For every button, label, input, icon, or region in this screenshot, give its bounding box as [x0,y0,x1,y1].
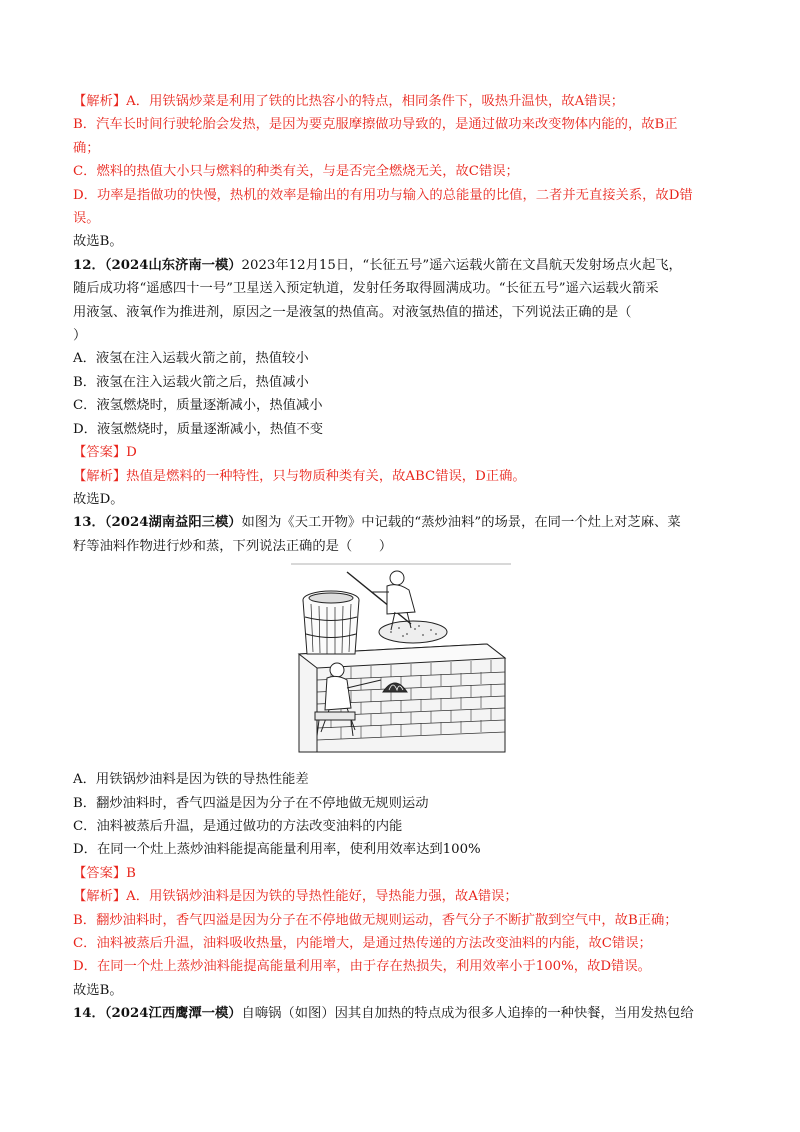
q12-stem-line2: 随后成功将“遥感四十一号”卫星送入预定轨道，发射任务取得圆满成功。“长征五号”遥六运载火箭采 [73,281,659,297]
q12-stem-line1 [73,254,728,277]
steaming-frying-illustration [291,562,511,762]
q12-stem-line4: ） [73,328,87,344]
q12-option-d: D．液氢燃烧时，质量逐渐减小，热值不变 [73,421,324,437]
q13-analysis-b: B．翻炒油料时，香气四溢是因为分子在不停地做无规则运动，香气分子不断扩散到空气中，故B正确； [73,912,678,928]
q14-number: 14． [73,1006,105,1022]
illustration-svg [291,562,511,762]
page-content [73,90,728,1026]
q13-number: 13． [73,515,105,531]
q11-analysis-b-line2: 确； [73,140,100,156]
q13-analysis-a: 【解析】A．用铁锅炒油料是因为铁的导热性能好，导热能力强，故A错误； [73,889,518,905]
steamer-basket [303,591,359,654]
q13-option-a: A．用铁锅炒油料是因为铁的导热性能差 [73,772,309,788]
q11-analysis-a: 【解析】A．用铁锅炒菜是利用了铁的比热容小的特点，相同条件下，吸热升温快，故A错误； [73,94,625,109]
q12-option-b: B．液氢在注入运载火箭之后，热值减小 [73,374,309,390]
q13-stem-line1 [73,511,728,534]
q12-number: 12． [73,257,105,273]
q12-stem-line3: 用液氢、液氧作为推进剂，原因之一是液氢的热值高。对液氢热值的描述，下列说法正确的是（ [73,304,632,320]
q11-analysis-c: C．燃料的热值大小只与燃料的种类有关，与是否完全燃烧无关，故C错误； [73,164,519,180]
q11-analysis-b-line1: B．汽车长时间行驶轮胎会发热，是因为要克服摩擦做功导致的，是通过做功来改变物体内能的，故B正 [73,117,678,133]
q11-choose: 故选B。 [73,234,123,250]
q14-source: （2024江西鹰潭一模） [104,1006,242,1022]
q13-choose: 故选B。 [73,982,123,998]
q12-stem-text1: 2023年12月15日，“长征五号”遥六运载火箭在文昌航天发射场点火起飞， [241,257,682,273]
q13-analysis-d: D．在同一个灶上蒸炒油料能提高能量利用率，由于存在热损失，利用效率小于100%，故D错误。 [73,959,651,975]
q13-option-d: D．在同一个灶上蒸炒油料能提高能量利用率，使利用效率达到100% [73,842,481,858]
q12-option-c: C．液氢燃烧时，质量逐渐减小，热值减小 [73,398,323,414]
q13-stem-text1: 如图为《天工开物》中记载的“蒸炒油料”的场景，在同一个灶上对芝麻、菜 [241,515,681,531]
q12-answer: 【答案】D [73,445,137,461]
q11-analysis-d-line2: 误。 [73,211,100,227]
q13-analysis-c: C．油料被蒸后升温，油料吸收热量，内能增大，是通过热传递的方法改变油料的内能，故C错误； [73,935,652,951]
q12-analysis: 【解析】热值是燃料的一种特性，只与物质种类有关，故ABC错误，D正确。 [73,468,526,484]
q12-option-a: A．液氢在注入运载火箭之前，热值较小 [73,351,309,367]
q14-stem-line1 [73,1002,728,1025]
q11-analysis-d-line1: D．功率是指做功的快慢，热机的效率是输出的有用功与输入的总能量的比值，二者并无直接关系，故D错 [73,187,693,203]
frying-pan [379,621,447,643]
q13-source: （2024湖南益阳三模） [104,515,242,531]
q12-source: （2024山东济南一模） [104,257,242,273]
q13-option-b: B．翻炒油料时，香气四溢是因为分子在不停地做无规则运动 [73,795,429,811]
q13-option-c: C．油料被蒸后升温，是通过做功的方法改变油料的内能 [73,818,403,834]
q13-answer: 【答案】B [73,865,136,881]
q12-choose: 故选D。 [73,491,124,507]
q13-stem-line2: 籽等油料作物进行炒和蒸，下列说法正确的是（ ） [73,538,393,554]
q14-stem-text1: 自嗨锅（如图）因其自加热的特点成为很多人追捧的一种快餐，当用发热包给 [241,1006,694,1022]
